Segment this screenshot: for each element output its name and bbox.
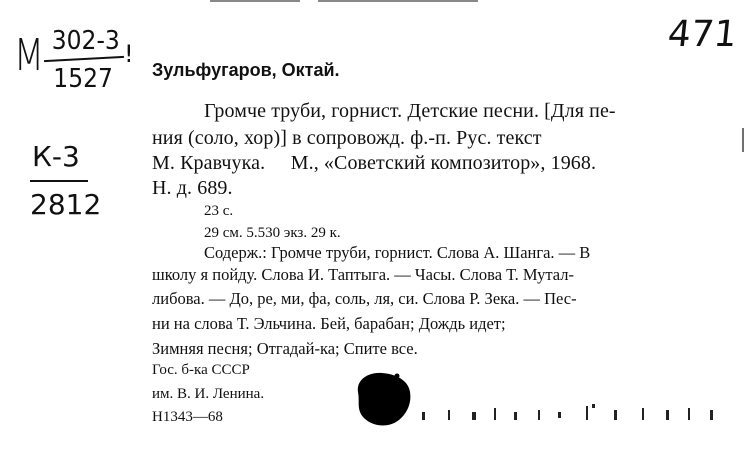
faded-stamp-marks [418, 402, 718, 424]
shelf-mark-fraction-bar [30, 180, 88, 182]
edge-mark [742, 128, 744, 152]
contents-line: ни на слова Т. Эльчина. Бей, барабан; Дождь идет; [152, 314, 506, 333]
top-border-fragment [318, 0, 478, 2]
pages-count: 23 с. [204, 203, 234, 219]
library-line: Гос. б-ка СССР [152, 362, 250, 378]
author-heading: Зульфугаров, Октай. [152, 60, 340, 80]
call-number-extra: ! [124, 40, 134, 68]
shelf-mark-bottom: 2812 [30, 188, 102, 221]
title-line: Громче труби, горнист. Детские песни. [Для пе- [204, 100, 616, 122]
ink-blot [352, 370, 414, 428]
library-line: Н1343—68 [152, 409, 223, 425]
title-line: Н. д. 689. [152, 177, 233, 199]
contents-line: Содерж.: Громче труби, горнист. Слова А. Шанга. — В [204, 243, 591, 262]
contents-line: либова. — До, ре, ми, фа, соль, ля, си. Слова Р. Зека. — Пес- [152, 289, 577, 308]
library-line: им. В. И. Ленина. [152, 386, 265, 402]
accession-number: 471 [665, 14, 739, 55]
contents-line: школу я пойду. Слова И. Таптыга. — Часы. Слова Т. Мутал- [152, 265, 574, 284]
contents-line: Зимняя песня; Отгадай-ка; Спите все. [152, 339, 418, 358]
call-number-prefix: М [13, 30, 45, 81]
shelf-mark-top: К-3 [32, 140, 80, 173]
call-number-fraction-bar [44, 56, 124, 62]
call-number-top: 302-3 [51, 26, 120, 56]
top-border-fragment [210, 0, 300, 2]
title-line: ния (соло, хор)] в сопровожд. ф.-п. Рус. текст [152, 127, 542, 149]
call-number-bottom: 1527 [53, 64, 113, 94]
format-price: 29 см. 5.530 экз. 29 к. [204, 225, 341, 241]
title-line: М. Кравчука. М., «Советский композитор», 1968. [152, 152, 597, 174]
